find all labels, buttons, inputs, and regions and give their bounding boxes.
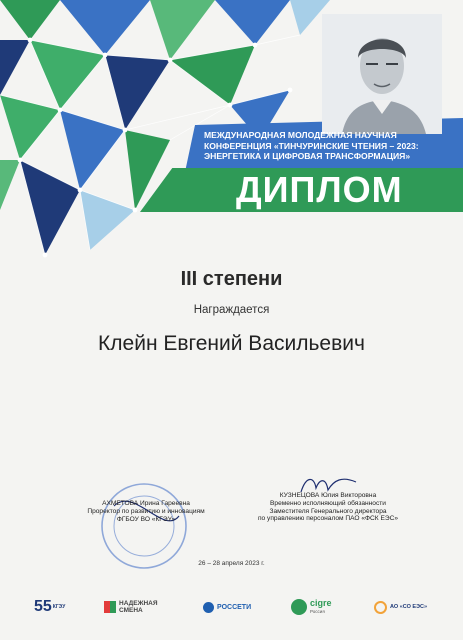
- logo-kgeu-number: 55: [34, 598, 52, 615]
- logo-smena-text: [119, 600, 158, 614]
- logo-cigre: [291, 592, 332, 622]
- signatory-left-org: ФГБОУ ВО «КГЭУ»: [116, 515, 176, 523]
- logo-rosseti: [203, 592, 251, 622]
- logo-cigre-text: [310, 597, 332, 615]
- logo-smena: [104, 592, 158, 622]
- logo-so-ees: [374, 592, 427, 622]
- signatory-right-position-3: по управлению персоналом ПАО «ФСК ЕЭС»: [257, 515, 399, 523]
- partner-logos: [0, 592, 463, 622]
- logo-so-ees-text: АО «СО ЕЭС»: [390, 603, 428, 610]
- awarded-label: Награждается: [193, 304, 270, 316]
- document-type-title: ДИПЛОМ: [236, 169, 403, 210]
- signatory-left-name: АХМЕТОВА Ирина Гареевна: [102, 500, 190, 507]
- logo-kgeu: [34, 592, 65, 622]
- tri-8: [0, 40, 30, 95]
- award-degree: III степени: [180, 268, 283, 290]
- tri-1: [0, 0, 60, 40]
- signatory-right-position-1: Временно исполняющий обязанности: [270, 499, 386, 507]
- logo-rosseti-text: РОССЕТИ: [217, 603, 252, 611]
- rosseti-icon: [203, 602, 214, 613]
- portrait-illustration: [322, 14, 442, 134]
- logo-cigre-name: cigre: [310, 597, 332, 608]
- tri-6: [215, 0, 290, 45]
- so-ees-icon: [374, 601, 387, 614]
- logo-cigre-sub: Россия: [310, 608, 325, 614]
- signatory-right-name: КУЗНЕЦОВА Юлия Викторовна: [279, 492, 377, 499]
- tri-11: [0, 160, 20, 210]
- logo-kgeu-text: КГЭУ: [52, 603, 66, 610]
- signatory-right-position-2: Заместителя Генерального директора: [269, 507, 387, 515]
- tri-9: [0, 95, 60, 160]
- tri-7: [170, 45, 255, 105]
- tri-10: [60, 110, 125, 190]
- recipient-name: Клейн Евгений Васильевич: [98, 332, 365, 355]
- logo-smena-line2: СМЕНА: [119, 607, 143, 614]
- tri-12: [20, 160, 80, 255]
- logo-smena-line1: НАДЕЖНАЯ: [119, 600, 158, 607]
- signatory-left-position: Проректор по развитию и инновациям: [87, 507, 205, 515]
- smena-icon: [104, 601, 116, 613]
- event-date: 26 – 28 апреля 2023 г.: [198, 560, 265, 567]
- tri-5: [150, 0, 215, 60]
- conference-title: МЕЖДУНАРОДНАЯ МОЛОДЕЖНАЯ НАУЧНАЯ КОНФЕРЕНЦИЯ «ТИНЧУРИНСКИЕ ЧТЕНИЯ – 2023: ЭНЕРГЕТИКА И ЦИФРОВАЯ ТРАНСФОРМАЦИЯ»: [204, 130, 419, 161]
- cigre-globe-icon: [291, 599, 307, 615]
- tri-2: [60, 0, 150, 55]
- signature-right: [248, 492, 408, 523]
- tri-3: [30, 40, 105, 110]
- signature-left: [72, 500, 220, 523]
